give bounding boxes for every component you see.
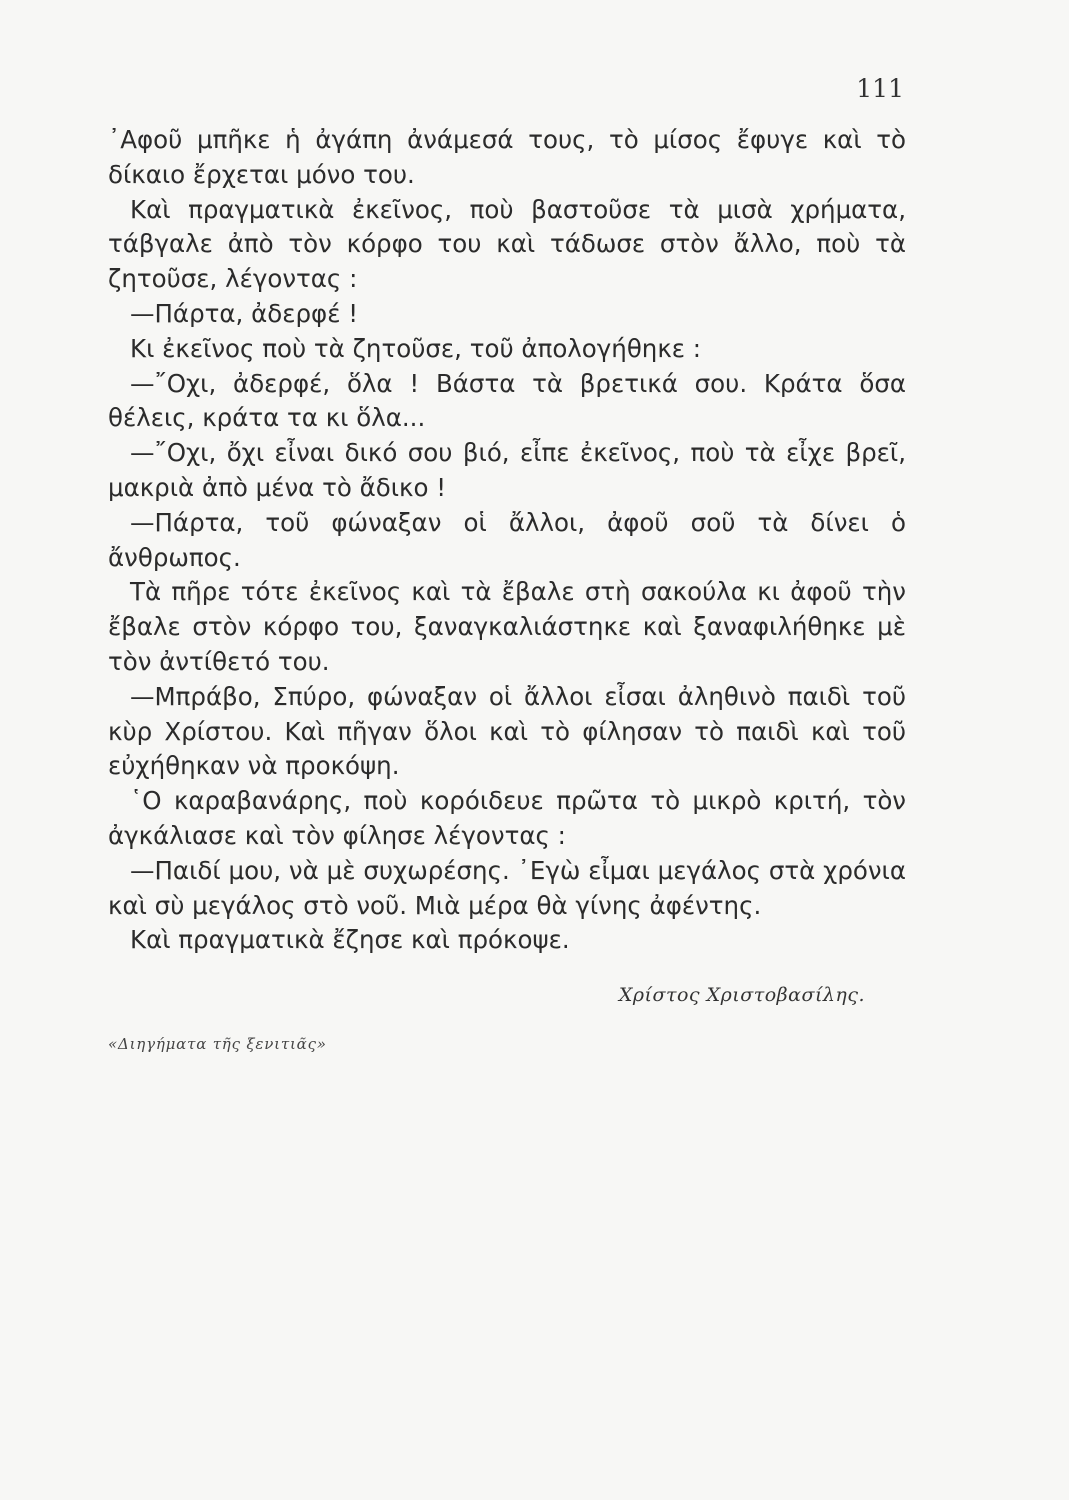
author-signature: Χρίστος Χριστοβασίλης.	[618, 984, 865, 1006]
paragraph: —Πάρτα, τοῦ φώναξαν οἱ ἄλλοι, ἀφοῦ σοῦ τὰ δίνει ὁ ἄνθρωπος.	[108, 507, 906, 572]
paragraph: Τὰ πῆρε τότε ἐκεῖνος καὶ τὰ ἔβαλε στὴ σακούλα κι ἀφοῦ τὴν ἔβαλε στὸν κόρφο του, ξαναγκαλιάστηκε καὶ ξαναφιλήθηκε μὲ τὸν ἀντίθετό του.	[108, 577, 906, 676]
source-citation: «Διηγήματα τῆς ξενιτιᾶς»	[108, 1035, 327, 1053]
paragraph: ῾Ο καραβανάρης, ποὺ κορόιδευε πρῶτα τὸ μικρὸ κριτή, τὸν ἀγκάλιασε καὶ τὸν φίλησε λέγοντας :	[108, 786, 906, 850]
paragraph: ᾿Αφοῦ μπῆκε ἡ ἀγάπη ἀνάμεσά τους, τὸ μίσος ἔφυγε καὶ τὸ δίκαιο ἔρχεται μόνο του.	[108, 125, 906, 189]
page-number: 111	[856, 74, 904, 103]
paragraph: —῎Οχι, ὄχι εἶναι δικό σου βιό, εἶπε ἐκεῖνος, ποὺ τὰ εἶχε βρεῖ, μακριὰ ἀπὸ μένα τὸ ἄδικο !	[108, 438, 906, 502]
paragraph: —Παιδί μου, νὰ μὲ συχωρέσης. ᾿Εγὼ εἶμαι μεγάλος στὰ χρόνια καὶ σὺ μεγάλος στὸ νοῦ. Μιὰ μέρα θὰ γίνης ἀφέντης.	[108, 855, 906, 920]
paragraph: —Πάρτα, ἀδερφέ !	[130, 298, 359, 328]
paragraph: —Μπράβο, Σπύρο, φώναξαν οἱ ἄλλοι εἶσαι ἀληθινὸ παιδὶ τοῦ κὺρ Χρίστου. Καὶ πῆγαν ὅλοι καὶ τὸ φίλησαν τὸ παιδὶ καὶ τοῦ εὐχήθηκαν νὰ προκόψη.	[108, 681, 906, 781]
paragraph: —῎Οχι, ἀδερφέ, ὅλα ! Βάστα τὰ βρετικά σου. Κράτα ὅσα θέλεις, κράτα τα κι ὅλα...	[108, 368, 906, 433]
body-text	[108, 123, 906, 958]
paragraph: Κι ἐκεῖνος ποὺ τὰ ζητοῦσε, τοῦ ἀπολογήθηκε :	[130, 333, 702, 363]
paragraph: Καὶ πραγματικὰ ἔζησε καὶ πρόκοψε.	[130, 925, 570, 955]
paragraph: Καὶ πραγματικὰ ἐκεῖνος, ποὺ βαστοῦσε τὰ μισὰ χρήματα, τάβγαλε ἀπὸ τὸν κόρφο του καὶ τάδωσε στὸν ἄλλο, ποὺ τὰ ζητοῦσε, λέγοντας :	[108, 194, 906, 294]
